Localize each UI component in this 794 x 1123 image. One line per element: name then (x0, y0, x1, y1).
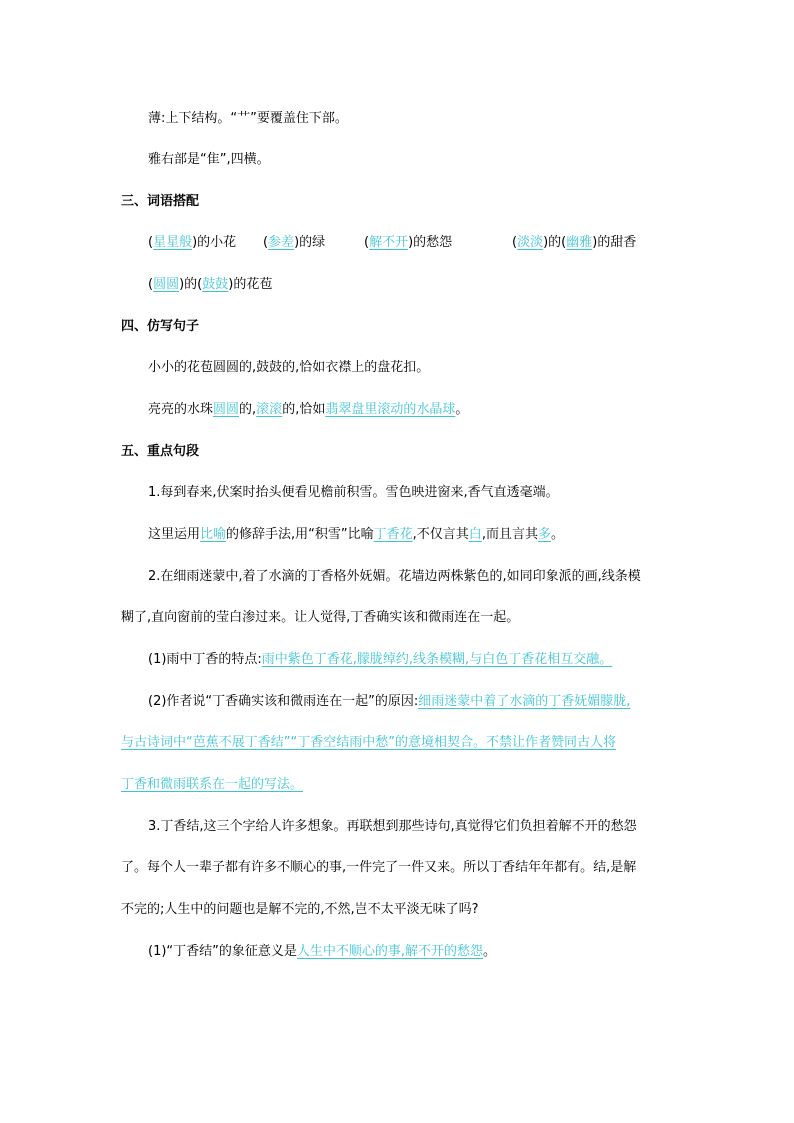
passage-1-analysis (148, 525, 564, 545)
analysis-text: 这里运用 (148, 527, 201, 542)
answer-word: 圆圆 (153, 277, 180, 292)
passage-2-question-1 (148, 650, 612, 670)
answer-word: 解不开 (369, 235, 409, 250)
match-text: )的愁怨 (408, 235, 453, 250)
passage-2-text-line-1: 2.在细雨迷蒙中,着了水滴的丁香格外妩媚。花墙边两株紫色的,如同印象派的画,线条模 (148, 569, 641, 584)
word-match-item-2 (263, 233, 325, 253)
analysis-text: ,而且言其 (481, 527, 538, 542)
sentence-text: 的,恰如 (282, 402, 326, 417)
passage-3-text-line-2: 了。每个人一辈子都有许多不顺心的事,一件完了一件又来。所以丁香结年年都有。结,是解 (121, 860, 637, 875)
analysis-text: ,不仅言其 (412, 527, 469, 542)
answer-phrase: 翡翠盘里滚动的水晶球 (325, 402, 456, 417)
analysis-text: 。 (550, 527, 564, 542)
analysis-text: 的修辞手法,用“积雪”比喻 (226, 527, 374, 542)
sentence-text: 。 (455, 402, 469, 417)
question-text: (1)雨中丁香的特点: (148, 652, 262, 667)
answer-word: 星星般 (153, 235, 193, 250)
paren-open: ( (148, 277, 154, 292)
answer-phrase: 雨中紫色丁香花,朦胧绰约,线条模糊,与白色丁香花相互交融。 (261, 652, 613, 667)
passage-2-answer-line-3 (121, 775, 303, 795)
answer-word: 多 (537, 527, 551, 542)
word-match-item-5 (148, 275, 272, 295)
text-line-ya: 雅右部是“隹”,四横。 (148, 152, 270, 167)
answer-word: 丁香花 (373, 527, 413, 542)
passage-3-question-1 (148, 942, 496, 962)
question-text: 。 (483, 944, 497, 959)
answer-phrase: 细雨迷蒙中着了水滴的丁香妩媚朦胧, (418, 694, 631, 709)
answer-phrase: 丁香和微雨联系在一起的写法。 (121, 777, 304, 792)
answer-word: 白 (468, 527, 482, 542)
paren-open: ( (148, 235, 154, 250)
question-text: (2)作者说“丁香确实该和微雨连在一起”的原因: (148, 694, 419, 709)
match-text: )的花苞 (228, 277, 273, 292)
imitated-sentence (148, 400, 468, 420)
paren-open: ( (263, 235, 269, 250)
sentence-text: 亮亮的水珠 (148, 402, 214, 417)
answer-word: 参差 (268, 235, 295, 250)
example-sentence: 小小的花苞圆圆的,鼓鼓的,恰如衣襟上的盘花扣。 (148, 360, 430, 375)
match-text: )的小花 (192, 235, 237, 250)
match-text: )的绿 (294, 235, 326, 250)
match-text: )的( (179, 277, 203, 292)
paren-open: ( (364, 235, 370, 250)
answer-word: 比喻 (200, 527, 227, 542)
answer-word: 鼓鼓 (202, 277, 229, 292)
answer-word: 圆圆 (213, 402, 240, 417)
sentence-text: 的, (239, 402, 257, 417)
paren-open: ( (512, 235, 518, 250)
answer-phrase: 与古诗词中“芭蕉不展丁香结”“丁香空结雨中愁”的意境相契合。不禁让作者赞同古人将 (121, 735, 616, 750)
passage-3-text-line-1: 3.丁香结,这三个字给人许多想象。再联想到那些诗句,真觉得它们负担着解不开的愁怨 (148, 819, 637, 834)
passage-2-answer-line-2 (121, 733, 616, 753)
section-heading-imitate-sentence: 四、仿写句子 (121, 319, 200, 334)
section-heading-key-passages: 五、重点句段 (121, 444, 200, 459)
answer-word: 滚滚 (256, 402, 283, 417)
word-match-item-3 (364, 233, 452, 253)
word-match-item-4 (512, 233, 636, 253)
passage-3-text-line-3: 不完的;人生中的问题也是解不完的,不然,岂不太平淡无味了吗? (121, 902, 479, 917)
text-line-bao: 薄:上下结构。“艹”要覆盖住下部。 (148, 111, 348, 126)
answer-word: 幽雅 (566, 235, 593, 250)
answer-word: 淡淡 (517, 235, 544, 250)
passage-1-text: 1.每到春来,伏案时抬头便看见檐前积雪。雪色映进窗来,香气直透毫端。 (148, 485, 559, 500)
passage-2-text-line-2: 糊了,直向窗前的莹白渗过来。让人觉得,丁香确实该和微雨连在一起。 (121, 610, 520, 625)
word-match-item-1 (148, 233, 236, 253)
answer-phrase: 人生中不顺心的事,解不开的愁怨 (296, 944, 484, 959)
question-text: (1)“丁香结”的象征意义是 (148, 944, 297, 959)
match-text: )的甜香 (592, 235, 637, 250)
passage-2-question-2 (148, 692, 630, 712)
match-text: )的( (543, 235, 567, 250)
section-heading-word-matching: 三、词语搭配 (121, 194, 200, 209)
